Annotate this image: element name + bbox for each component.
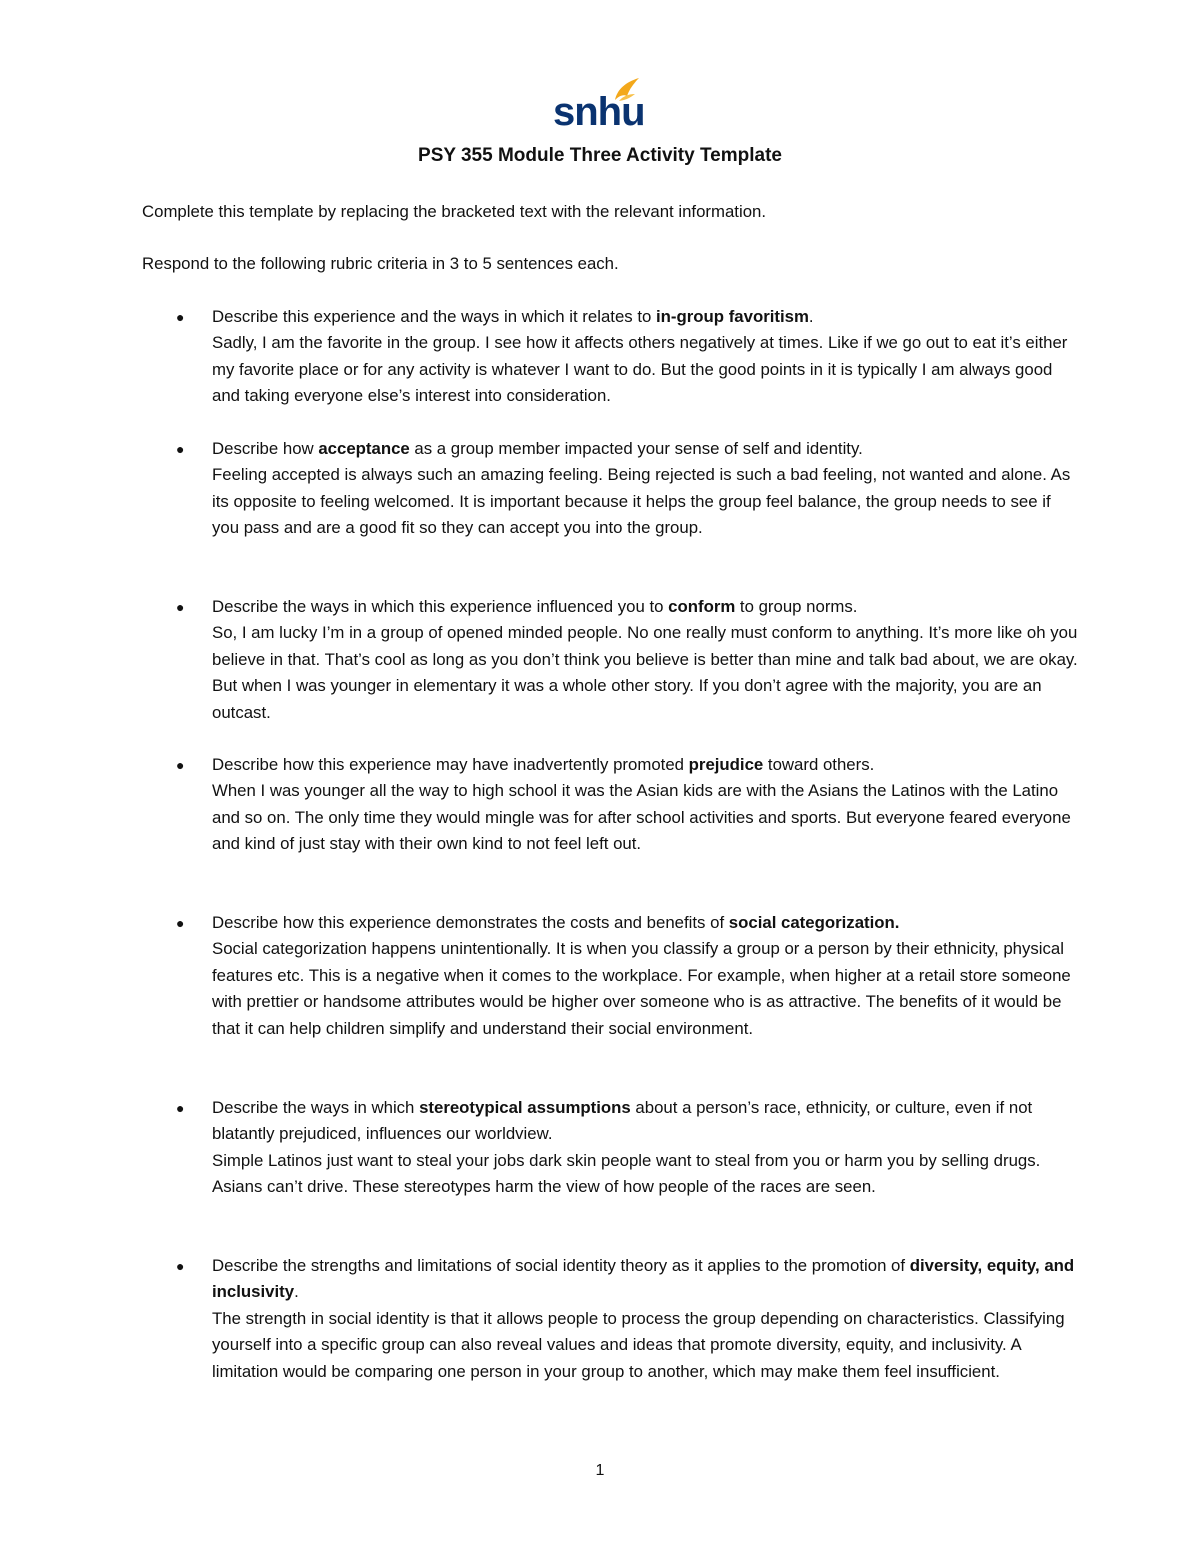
page-number: 1	[595, 1462, 605, 1479]
question-text: Describe this experience and the ways in which it relates to in-group favoritism.	[212, 307, 814, 326]
bullet-icon: ●	[176, 915, 185, 931]
answer-text: The strength in social identity is that it allows people to process the group depending on characteristics. Classifying yourself into a specific group can also reveal values and ideas that promote diversity, equity, and inclusivity. A limitation would be comparing one person in your group to another, which may make them feel insufficient.	[212, 1308, 1065, 1381]
question-text: Describe the ways in which this experience influenced you to conform to group norms.	[212, 597, 858, 616]
instruction-text: Respond to the following rubric criteria in 3 to 5 sentences each.	[142, 254, 619, 273]
list-item	[142, 910, 1082, 1095]
bullet-icon: ●	[176, 1258, 185, 1274]
instruction-text: Complete this template by replacing the bracketed text with the relevant information.	[142, 202, 767, 221]
bullet-icon: ●	[176, 441, 185, 457]
question-text: Describe how this experience demonstrates the costs and benefits of social categorization.	[212, 913, 900, 932]
question-text: Describe how this experience may have inadvertently promoted prejudice toward others.	[212, 755, 875, 774]
logo-wordmark: snhu	[553, 90, 645, 134]
answer-text: Feeling accepted is always such an amazing feeling. Being rejected is such a bad feeling, not wanted and alone. As its opposite to feeling welcomed. It is important because it helps the group feel balance, the group needs to see if you pass and are a good fit so they can accept you into the group.	[212, 465, 1071, 538]
answer-text: So, I am lucky I’m in a group of opened minded people. No one really must conform to anything. It’s more like oh you believe in that. That’s cool as long as you don’t think you believe is better than mine and talk bad about, we are okay. But when I was younger in elementary it was a whole other story. If you don’t agree with the majority, you are an outcast.	[212, 623, 1078, 722]
list-item	[142, 304, 1082, 436]
question-text: Describe the strengths and limitations of social identity theory as it applies to the promotion of diversity, equity, and inclusivity.	[212, 1256, 1075, 1302]
list-item	[142, 752, 1082, 910]
bullet-icon: ●	[176, 757, 185, 773]
bullet-icon: ●	[176, 599, 185, 615]
answer-text: Sadly, I am the favorite in the group. I see how it affects others negatively at times. Like if we go out to eat it’s either my favorite place or for any activity is whatever I want to do. But the good points in it is typically I am always good and taking everyone else’s interest into consideration.	[212, 333, 1068, 406]
answer-text: Simple Latinos just want to steal your jobs dark skin people want to steal from you or harm you by selling drugs. Asians can’t drive. These stereotypes harm the view of how people of the races are seen.	[212, 1150, 1041, 1197]
list-item	[142, 436, 1082, 594]
question-text: Describe how acceptance as a group member impacted your sense of self and identity.	[212, 439, 863, 458]
page-title: PSY 355 Module Three Activity Template	[418, 145, 782, 166]
bullet-icon: ●	[176, 1100, 185, 1116]
list-item	[142, 1253, 1082, 1411]
list-item	[142, 1095, 1082, 1253]
snhu-logo	[553, 74, 643, 132]
rubric-list	[142, 304, 1082, 1411]
list-item	[142, 594, 1082, 752]
answer-text: Social categorization happens unintentionally. It is when you classify a group or a person by their ethnicity, physical features etc. This is a negative when it comes to the workplace. For example, when higher at a retail store someone with prettier or handsome attributes would be higher over someone who is as attractive. The benefits of it would be that it can help children simplify and understand their social environment.	[212, 939, 1071, 1038]
question-text: Describe the ways in which stereotypical assumptions about a person’s race, ethnicity, or culture, even if not blatantly prejudiced, influences our worldview.	[212, 1098, 1033, 1144]
answer-text: When I was younger all the way to high school it was the Asian kids are with the Asians the Latinos with the Latino and so on. The only time they would mingle was for after school activities and sports. But everyone feared everyone and kind of just stay with their own kind to not feel left out.	[212, 781, 1071, 854]
bullet-icon: ●	[176, 309, 185, 325]
